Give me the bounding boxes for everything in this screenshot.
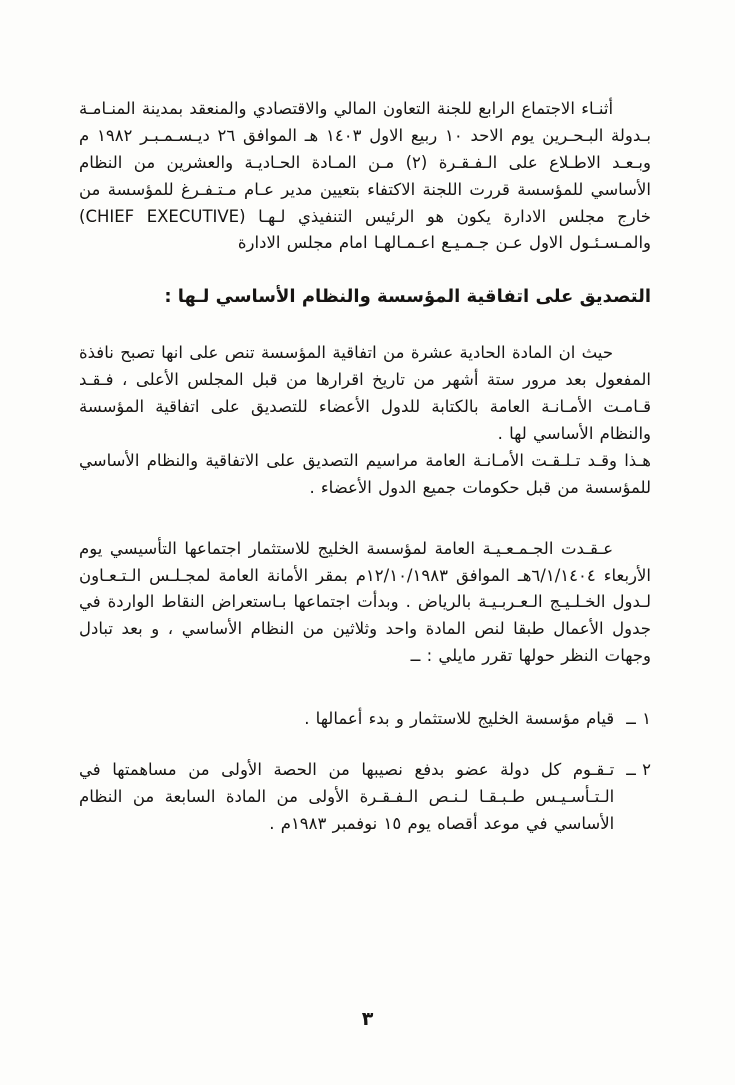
list-item — [79, 757, 651, 838]
decision-list — [79, 706, 651, 838]
list-item-text: تـقـوم كل دولة عضو بدفع نصيبها من الحصة الأولى من مساهمتها في الـتـأسـيـس طـبـقـا لـنـص الـفـقـرة الأولى من المادة السابعة من النظام الأساسي في موعد أقصاه يوم ١٥ نوفمبر ١٩٨٣م . — [79, 760, 615, 833]
paragraph-decrees: هـذا وقـد تـلـقـت الأمـانـة العامة مراسيم التصديق على الاتفاقية والنظام الأساسي للمؤسسة من قبل حكومات جميع الدول الأعضاء . — [79, 450, 651, 497]
section-heading: التصديق على اتفاقية المؤسسة والنظام الأساسي لـها : — [164, 286, 651, 308]
list-item-number: ١ ــ — [626, 709, 651, 729]
text-block — [79, 96, 651, 862]
list-item — [79, 706, 651, 733]
list-item-text: قيام مؤسسة الخليج للاستثمار و بدء أعمالها . — [304, 709, 615, 729]
paragraph-assembly: عـقـدت الجـمـعـيـة العامة لمؤسسة الخليج للاستثمار اجتماعها التأسيسي يوم الأربعاء ٦/١/١٤٠٤هـ الموافق ١٢/١٠/١٩٨٣م بمقر الأمانة العامة لمجـلـس الـتـعـاون لـدول الخـلـيـج الـعـربـيـة بالرياض . وبدأت اجتماعها بـاستعراض النقاط الواردة في جدول الأعمال طبقا لنص المادة واحد وثلاثين من النظام الأساسي ، و بعد تبادل وجهات النظر حولها تقرر مايلي : ــ — [79, 538, 652, 666]
page-number: ٣ — [361, 1008, 374, 1030]
list-item-number: ٢ ــ — [626, 760, 651, 780]
paragraph-intro: أثنـاء الاجتماع الرابع للجنة التعاون المالي والاقتصادي والمنعقد بمدينة المنـامـة بـدولة البـحـرين يوم الاحد ١٠ ربيع الاول ١٤٠٣ هـ الموافق ٢٦ ديـسـمـبـر ١٩٨٢ م وبـعـد الاطـلاع على الـفـقـرة (٢) مـن المـادة الحـاديـة والعشرين من النظام الأساسي للمؤسسة قررت اللجنة الاكتفاء بتعيين مدير عـام مـتـفـرغ للمؤسسة من خارج مجلس الادارة يكون هو الرئيس التنفيذي لـهـا (CHIEF EXECUTIVE) والمـسـئـول الاول عـن جـمـيـع اعـمـالهـا امام مجلس الادارة — [79, 99, 651, 253]
paragraph-ratification: حيث ان المادة الحادية عشرة من اتفاقية المؤسسة تنص على انها تصبح نافذة المفعول بعد مرور ستة أشهر من تاريخ اقرارها من قبل المجلس الأعلى ، فـقـد قـامـت الأمـانـة العامة بالكتابة للدول الأعضاء للتصديق على اتفاقية المؤسسة والنظام الأساسي لها . — [79, 343, 651, 444]
